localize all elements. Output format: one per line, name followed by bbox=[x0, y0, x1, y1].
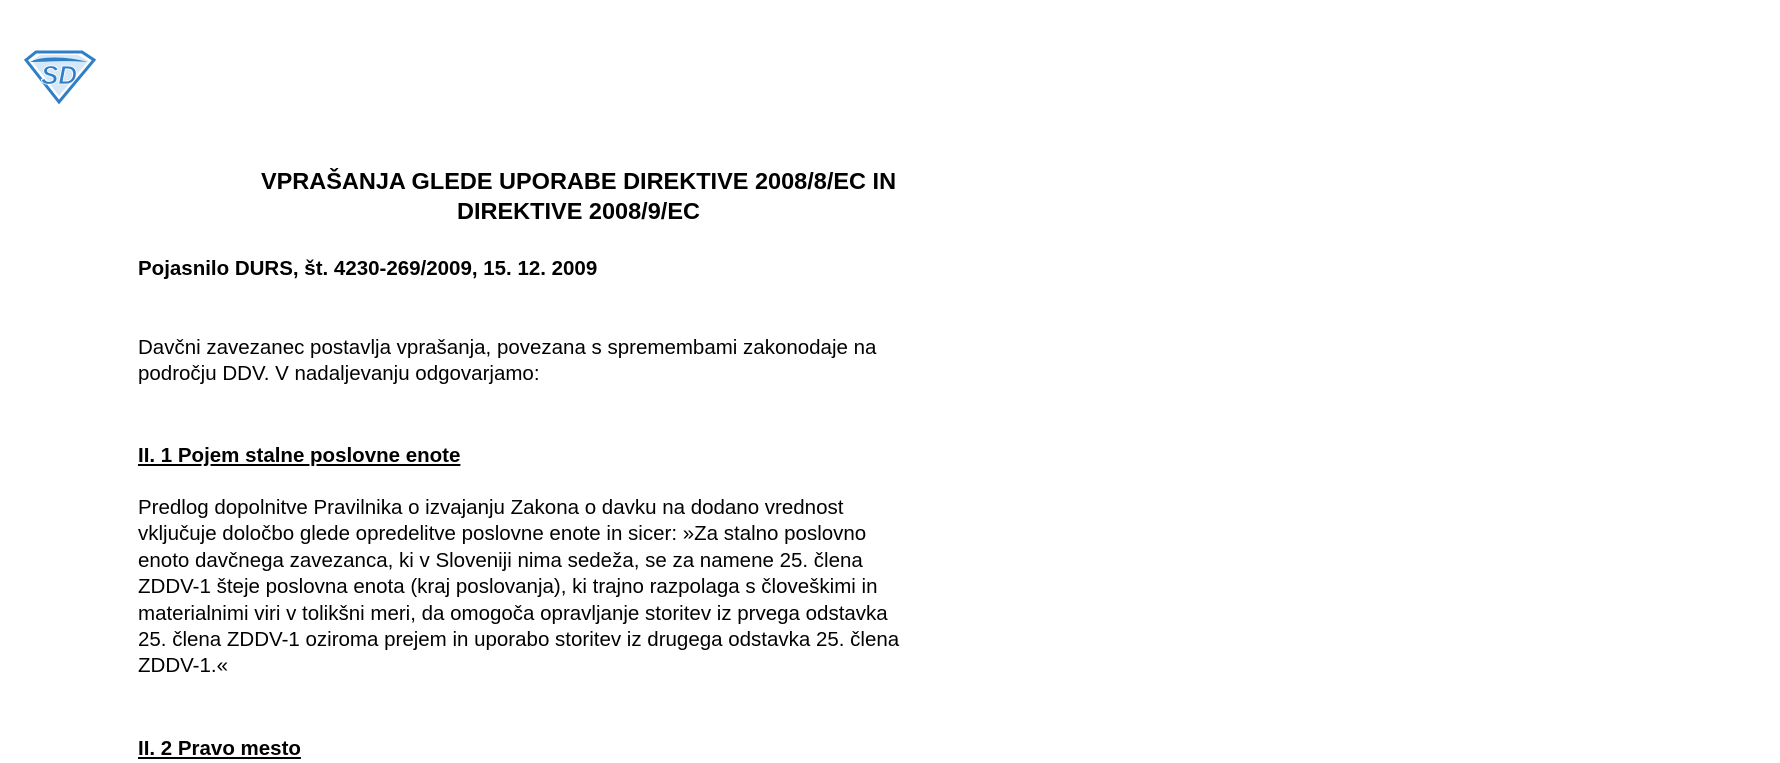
paragraph-line: vključuje določbo glede opredelitve poslovne enote in sicer: »Za stalno poslovno bbox=[138, 522, 867, 546]
section-heading-partial: II. 2 Pravo mesto bbox=[138, 737, 301, 760]
title-line: DIREKTIVE 2008/9/EC bbox=[457, 198, 700, 224]
paragraph-line: ZDDV-1.« bbox=[138, 654, 228, 678]
document-title bbox=[120, 166, 1037, 226]
paragraph-line: področju DDV. V nadaljevanju odgovarjamo: bbox=[138, 362, 540, 386]
intro-paragraph bbox=[138, 335, 1019, 388]
section-heading: II. 1 Pojem stalne poslovne enote bbox=[138, 444, 461, 467]
paragraph-line: Davčni zavezanec postavlja vprašanja, povezana s spremembami zakonodaje na bbox=[138, 336, 877, 359]
sd-diamond-logo-icon bbox=[22, 50, 96, 104]
title-line: VPRAŠANJA GLEDE UPORABE DIREKTIVE 2008/8/EC IN bbox=[260, 168, 897, 194]
paragraph-line: enoto davčnega zavezanca, ki v Sloveniji nima sedeža, se za namene 25. člena bbox=[138, 548, 863, 572]
section-paragraph bbox=[138, 495, 1019, 680]
svg-text:SD: SD bbox=[40, 60, 78, 90]
source-reference: Pojasnilo DURS, št. 4230-269/2009, 15. 12. 2009 bbox=[138, 257, 598, 280]
paragraph-line: ZDDV-1 šteje poslovna enota (kraj poslovanja), ki trajno razpolaga s človeškimi in bbox=[138, 575, 878, 599]
paragraph-line: Predlog dopolnitve Pravilnika o izvajanju Zakona o davku na dodano vrednost bbox=[138, 496, 844, 519]
paragraph-line: 25. člena ZDDV-1 oziroma prejem in uporabo storitev iz drugega odstavka 25. člena bbox=[138, 627, 900, 651]
paragraph-line: materialnimi viri v tolikšni meri, da omogoča opravljanje storitev iz prvega odstavka bbox=[138, 601, 888, 625]
